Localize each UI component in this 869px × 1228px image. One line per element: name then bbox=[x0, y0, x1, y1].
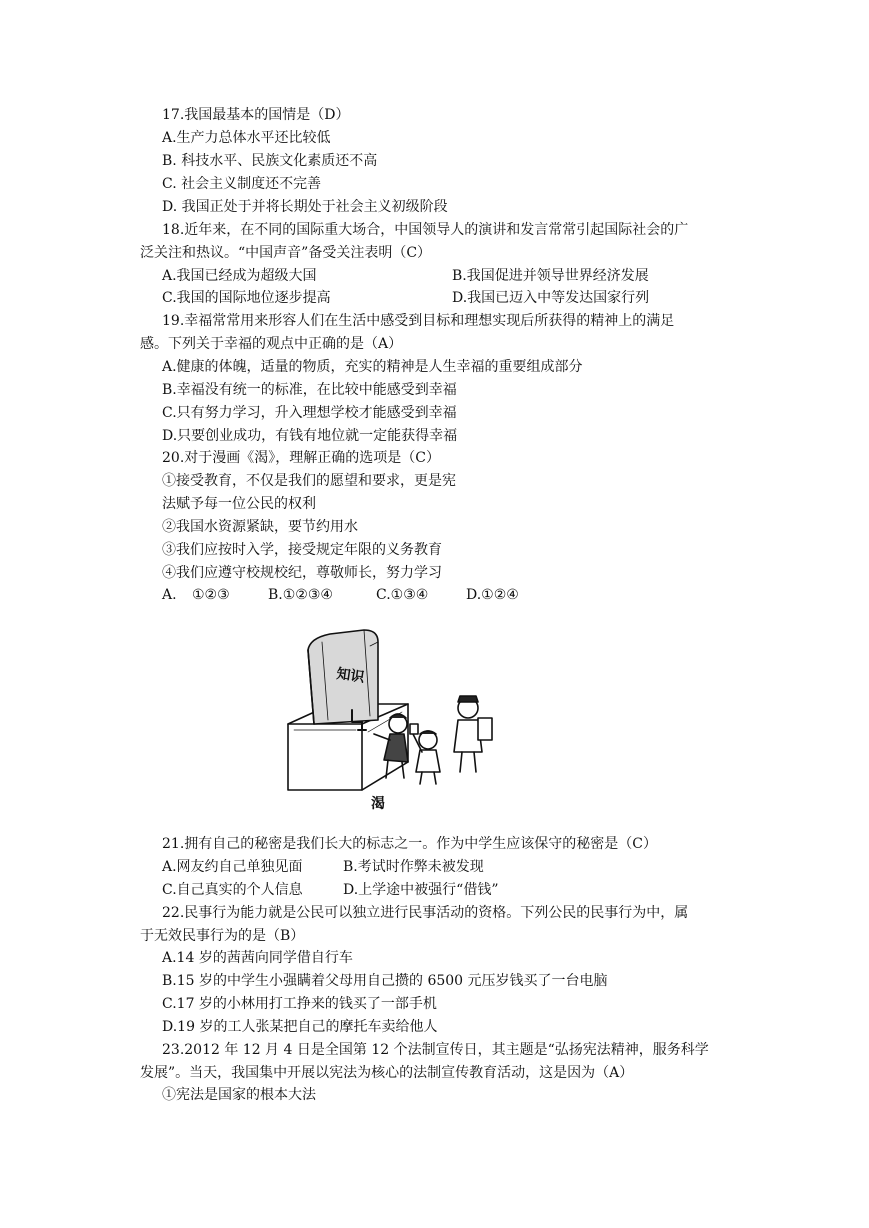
q20-item-2: ②我国水资源紧缺，要节约用水 bbox=[162, 519, 358, 535]
q19-option-a: A.健康的体魄，适量的物质，充实的精神是人生幸福的重要组成部分 bbox=[162, 359, 583, 375]
q22-option-c: C.17 岁的小林用打工挣来的钱买了一部手机 bbox=[162, 996, 437, 1012]
q23-stem-line2: 发展”。当天，我国集中开展以宪法为核心的法制宣传教育活动，这是因为（A） bbox=[140, 1065, 634, 1081]
q19-stem-line1: 19.幸福常常用来形容人们在生活中感受到目标和理想实现后所获得的精神上的满足 bbox=[162, 313, 675, 329]
q22-option-d: D.19 岁的工人张某把自己的摩托车卖给他人 bbox=[162, 1019, 438, 1035]
q21-option-d: D.上学途中被强行“借钱” bbox=[343, 882, 499, 898]
q20-item-1-cont: 法赋予每一位公民的权利 bbox=[162, 496, 316, 512]
q18-option-a: A.我国已经成为超级大国 bbox=[162, 268, 317, 284]
q17-option-a: A.生产力总体水平还比较低 bbox=[162, 130, 331, 146]
q21-option-c: C.自己真实的个人信息 bbox=[162, 882, 303, 898]
book-label: 知识 bbox=[335, 666, 366, 686]
q20-choice-a: ①②③ bbox=[192, 587, 230, 603]
q18-stem-line1: 18.近年来，在不同的国际重大场合，中国领导人的演讲和发言常常引起国际社会的广 bbox=[162, 222, 689, 238]
q20-item-1: ①接受教育，不仅是我们的愿望和要求，更是宪 bbox=[162, 473, 456, 489]
q18-option-b: B.我国促进并领导世界经济发展 bbox=[452, 268, 649, 284]
q17-option-c: C. 社会主义制度还不完善 bbox=[162, 176, 322, 192]
q17-stem: 17.我国最基本的国情是（D） bbox=[162, 107, 350, 123]
q18-option-c: C.我国的国际地位逐步提高 bbox=[162, 290, 331, 306]
q22-option-a: A.14 岁的茜茜向同学借自行车 bbox=[162, 950, 353, 966]
q19-option-b: B.幸福没有统一的标准，在比较中能感受到幸福 bbox=[162, 382, 457, 398]
q20-item-4: ④我们应遵守校规校纪，尊敬师长，努力学习 bbox=[162, 565, 442, 581]
q20-item-3: ③我们应按时入学，接受规定年限的义务教育 bbox=[162, 542, 442, 558]
q18-stem-line2: 泛关注和热议。“中国声音”备受关注表明（C） bbox=[140, 245, 432, 261]
q17-option-d: D. 我国正处于并将长期处于社会主义初级阶段 bbox=[162, 199, 448, 215]
q21-option-a: A.网友约自己单独见面 bbox=[162, 859, 303, 875]
q20-choice-d: D.①②④ bbox=[466, 587, 519, 603]
q19-option-c: C.只有努力学习，升入理想学校才能感受到幸福 bbox=[162, 405, 457, 421]
cartoon-thirst-figure bbox=[270, 612, 520, 812]
q19-option-d: D.只要创业成功，有钱有地位就一定能获得幸福 bbox=[162, 428, 458, 444]
q17-option-b: B. 科技水平、民族文化素质还不高 bbox=[162, 153, 378, 169]
q20-choice-a-label: A. bbox=[162, 587, 177, 603]
q23-item-1: ①宪法是国家的根本大法 bbox=[162, 1087, 316, 1103]
cartoon-caption: 渴 bbox=[371, 796, 385, 812]
q22-stem-line2: 于无效民事行为的是（B） bbox=[140, 928, 305, 944]
q21-stem: 21.拥有自己的秘密是我们长大的标志之一。作为中学生应该保守的秘密是（C） bbox=[162, 836, 657, 852]
q20-choice-c: C.①③④ bbox=[376, 587, 429, 603]
q23-stem-line1: 23.2012 年 12 月 4 日是全国第 12 个法制宣传日，其主题是“弘扬宪法精神，服务科学 bbox=[162, 1042, 709, 1058]
q22-stem-line1: 22.民事行为能力就是公民可以独立进行民事活动的资格。下列公民的民事行为中，属 bbox=[162, 905, 689, 921]
q19-stem-line2: 感。下列关于幸福的观点中正确的是（A） bbox=[140, 336, 403, 352]
q20-stem: 20.对于漫画《渴》，理解正确的选项是（C） bbox=[162, 450, 440, 466]
q20-choice-b: B.①②③④ bbox=[268, 587, 333, 603]
q21-option-b: B.考试时作弊未被发现 bbox=[343, 859, 484, 875]
q18-option-d: D.我国已迈入中等发达国家行列 bbox=[452, 290, 650, 306]
q22-option-b: B.15 岁的中学生小强瞒着父母用自己攒的 6500 元压岁钱买了一台电脑 bbox=[162, 973, 608, 989]
